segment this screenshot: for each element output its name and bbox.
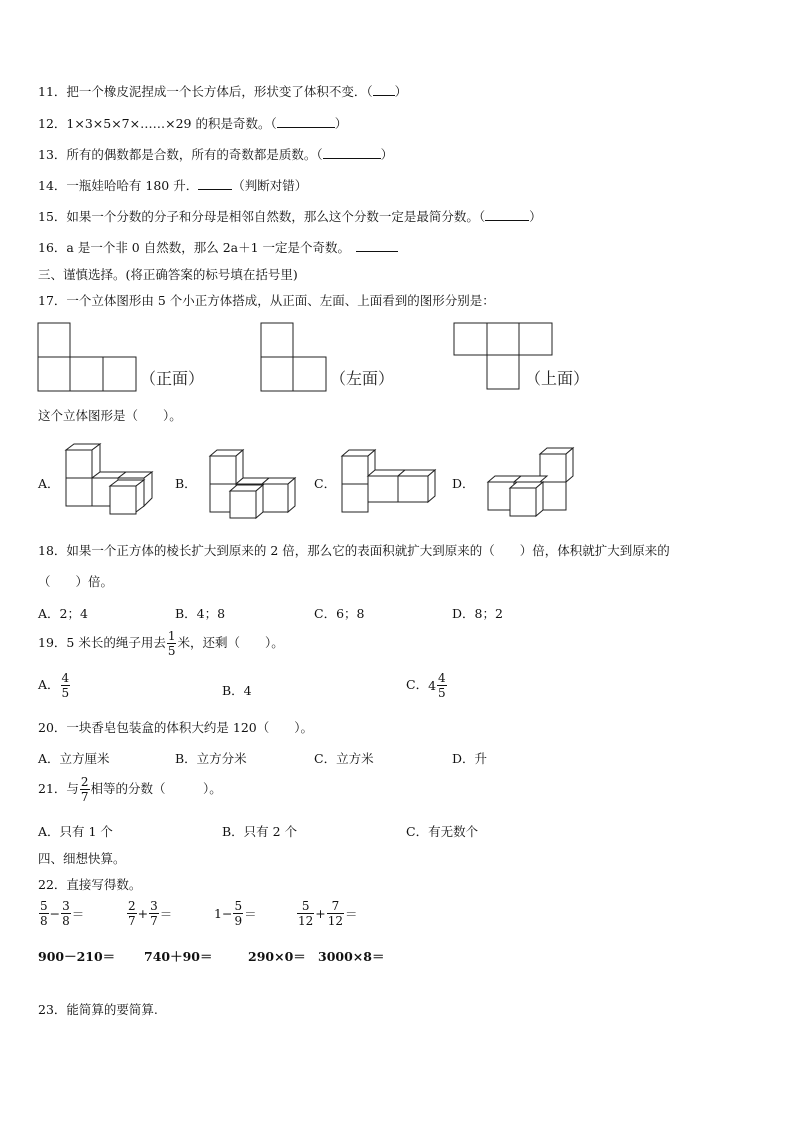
fraction: $\frac{4}{5}$ bbox=[61, 671, 70, 700]
option-a[interactable]: A． $\frac{4}{5}$ bbox=[38, 671, 70, 700]
question-17: 17．一个立体图形由 5 个小正方体搭成，从正面、左面、上面看到的图形分别是： bbox=[38, 293, 495, 308]
option-d[interactable]: D．8；2 bbox=[452, 606, 503, 621]
question-12: 12．1×3×5×7×……×29 的积是奇数。（ ） bbox=[38, 116, 348, 131]
answer-blank[interactable] bbox=[373, 95, 395, 96]
three-views-figure bbox=[0, 318, 794, 398]
question-18-line2: （ ）倍。 bbox=[38, 574, 114, 589]
question-23: 23．能简算的要简算. bbox=[38, 1002, 158, 1017]
option-c[interactable]: C．4 $\frac{4}{5}$ bbox=[406, 671, 446, 700]
cube-figure-b bbox=[210, 450, 295, 518]
cube-figure-c bbox=[342, 450, 435, 512]
fraction: $\frac{1}{5}$ bbox=[167, 629, 176, 658]
question-17-prompt: 这个立体图形是（ ）。 bbox=[38, 408, 182, 423]
question-15: 15．如果一个分数的分子和分母是相邻自然数，那么这个分数一定是最简分数。（ ） bbox=[38, 209, 542, 224]
question-14: 14．一瓶娃哈哈有 180 升． （判断对错） bbox=[38, 178, 308, 193]
exercise-7: 290×0＝ bbox=[248, 949, 306, 964]
option-b[interactable]: B．4 bbox=[222, 683, 252, 698]
fraction: $\frac{2}{7}$ bbox=[80, 775, 89, 804]
answer-blank[interactable] bbox=[198, 189, 232, 190]
exercise-8: 3000×8＝ bbox=[318, 949, 385, 964]
fraction: $\frac{4}{5}$ bbox=[438, 671, 446, 700]
question-11: 11．把一个橡皮泥捏成一个长方体后，形状变了体积不变．（ ） bbox=[38, 84, 408, 99]
question-16: 16．a 是一个非 0 自然数，那么 2a＋1 一定是个奇数。 bbox=[38, 238, 398, 256]
exercise-2: $\frac{2}{7}$ + $\frac{3}{7}$ ＝ bbox=[128, 899, 173, 928]
option-a[interactable]: A．立方厘米 bbox=[38, 751, 110, 766]
question-20: 20．一块香皂包装盒的体积大约是 120（ ）。 bbox=[38, 720, 313, 735]
question-22: 22．直接写得数。 bbox=[38, 877, 142, 892]
section-3-heading: 三、谨慎选择。(将正确答案的标号填在括号里) bbox=[38, 267, 298, 282]
section-4-heading: 四、细想快算。 bbox=[38, 851, 126, 866]
option-c[interactable]: C． bbox=[314, 476, 337, 491]
question-19: 19．5 米长的绳子用去 $\frac{1}{5}$ 米，还剩（ ）。 bbox=[38, 629, 284, 658]
option-a[interactable]: A．只有 1 个 bbox=[38, 824, 113, 839]
exercise-6: 740＋90＝ bbox=[144, 949, 213, 964]
view-label-top: （上面） bbox=[525, 369, 590, 388]
view-label-front: （正面） bbox=[140, 369, 205, 388]
exercise-5: 900－210＝ bbox=[38, 949, 116, 964]
answer-blank[interactable] bbox=[485, 220, 529, 221]
question-21: 21．与 $\frac{2}{7}$ 相等的分数（ ）。 bbox=[38, 775, 222, 804]
option-b[interactable]: B． bbox=[175, 476, 197, 491]
exercise-3: 1− $\frac{5}{9}$ ＝ bbox=[214, 899, 257, 928]
option-c[interactable]: C．立方米 bbox=[314, 751, 374, 766]
option-c[interactable]: C．有无数个 bbox=[406, 824, 479, 839]
question-13: 13．所有的偶数都是合数，所有的奇数都是质数。（ ） bbox=[38, 147, 394, 162]
cube-figure-a bbox=[66, 444, 152, 514]
option-b[interactable]: B．立方分米 bbox=[175, 751, 247, 766]
view-label-left: （左面） bbox=[330, 369, 395, 388]
cube-figure-d bbox=[488, 448, 573, 516]
option-c[interactable]: C．6；8 bbox=[314, 606, 365, 621]
option-b[interactable]: B．4；8 bbox=[175, 606, 226, 621]
option-b[interactable]: B．只有 2 个 bbox=[222, 824, 298, 839]
exercise-1: $\frac{5}{8}$ − $\frac{3}{8}$ ＝ bbox=[40, 899, 85, 928]
option-cubes-figure bbox=[0, 436, 794, 520]
answer-blank[interactable] bbox=[277, 127, 335, 128]
question-18-line1: 18．如果一个正方体的棱长扩大到原来的 2 倍，那么它的表面积就扩大到原来的（ ）倍，体积就扩大到原来的 bbox=[38, 543, 670, 558]
answer-blank[interactable] bbox=[323, 158, 381, 159]
option-a[interactable]: A． bbox=[38, 476, 60, 491]
option-a[interactable]: A．2；4 bbox=[38, 606, 88, 621]
exercise-4: $\frac{5}{12}$ + $\frac{7}{12}$ ＝ bbox=[298, 899, 358, 928]
option-d[interactable]: D．升 bbox=[452, 751, 488, 766]
answer-blank[interactable] bbox=[356, 251, 398, 252]
option-d[interactable]: D． bbox=[452, 476, 475, 491]
